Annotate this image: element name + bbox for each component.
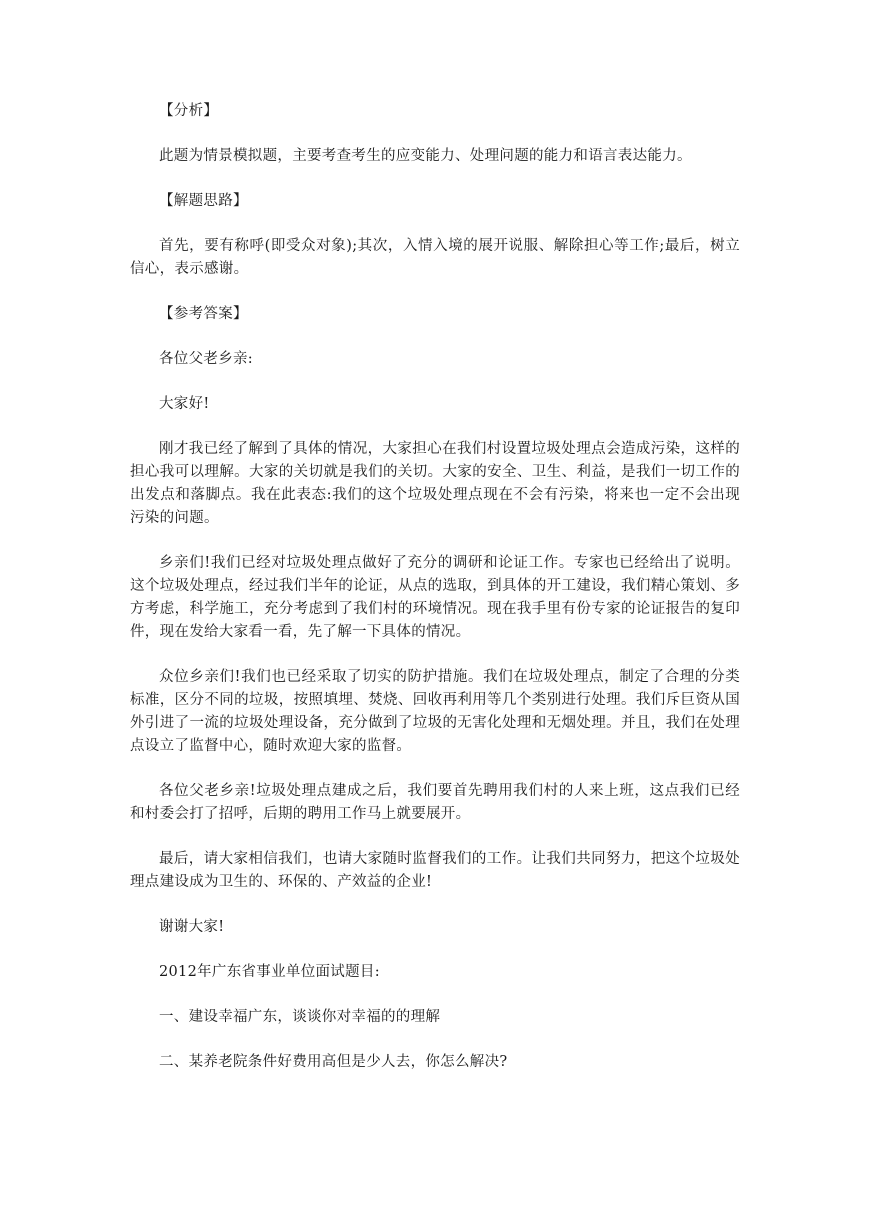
paragraph-greeting: 大家好! — [159, 396, 210, 412]
paragraph-exam-title: 2012年广东省事业单位面试题目: — [159, 964, 380, 980]
paragraph-body-4: 各位父老乡亲!垃圾处理点建成之后，我们要首先聘用我们村的人来上班，这点我们已经和村委会打了招呼，后期的聘用工作马上就要展开。 — [130, 783, 740, 822]
paragraph-body-1: 刚才我已经了解到了具体的情况，大家担心在我们村设置垃圾处理点会造成污染，这样的担心我可以理解。大家的关切就是我们的关切。大家的安全、卫生、利益，是我们一切工作的出发点和落脚点。我在此表态:我们的这个垃圾处理点现在不会有污染，将来也一定不会出现污染的问题。 — [130, 441, 740, 526]
document-page — [130, 100, 740, 1074]
heading-analysis: 【分析】 — [159, 103, 219, 119]
paragraph-body-5: 最后，请大家相信我们，也请大家随时监督我们的工作。让我们共同努力，把这个垃圾处理点建设成为卫生的、环保的、产效益的企业! — [130, 851, 740, 890]
heading-approach: 【解题思路】 — [159, 193, 248, 209]
paragraph-salutation: 各位父老乡亲: — [159, 351, 253, 367]
paragraph-question-2: 二、某养老院条件好费用高但是少人去，你怎么解决? — [159, 1054, 508, 1070]
paragraph-body-2: 乡亲们!我们已经对垃圾处理点做好了充分的调研和论证工作。专家也已经给出了说明。这个垃圾处理点，经过我们半年的论证，从点的选取，到具体的开工建设，我们精心策划、多方考虑，科学施工，充分考虑到了我们村的环境情况。现在我手里有份专家的论证报告的复印件，现在发给大家看一看，先了解一下具体的情况。 — [130, 555, 740, 640]
heading-answer: 【参考答案】 — [159, 306, 248, 322]
paragraph-question-1: 一、建设幸福广东，谈谈你对幸福的的理解 — [159, 1009, 441, 1025]
paragraph-analysis: 此题为情景模拟题，主要考查考生的应变能力、处理问题的能力和语言表达能力。 — [159, 148, 692, 164]
paragraph-body-3: 众位乡亲们!我们也已经采取了切实的防护措施。我们在垃圾处理点，制定了合理的分类标准，区分不同的垃圾，按照填埋、焚烧、回收再利用等几个类别进行处理。我们斥巨资从国外引进了一流的垃圾处理设备，充分做到了垃圾的无害化处理和无烟处理。并且，我们在处理点设立了监督中心，随时欢迎大家的监督。 — [130, 669, 740, 754]
paragraph-approach: 首先，要有称呼(即受众对象);其次，入情入境的展开说服、解除担心等工作;最后，树立信心，表示感谢。 — [130, 238, 740, 277]
paragraph-thanks: 谢谢大家! — [159, 919, 225, 935]
